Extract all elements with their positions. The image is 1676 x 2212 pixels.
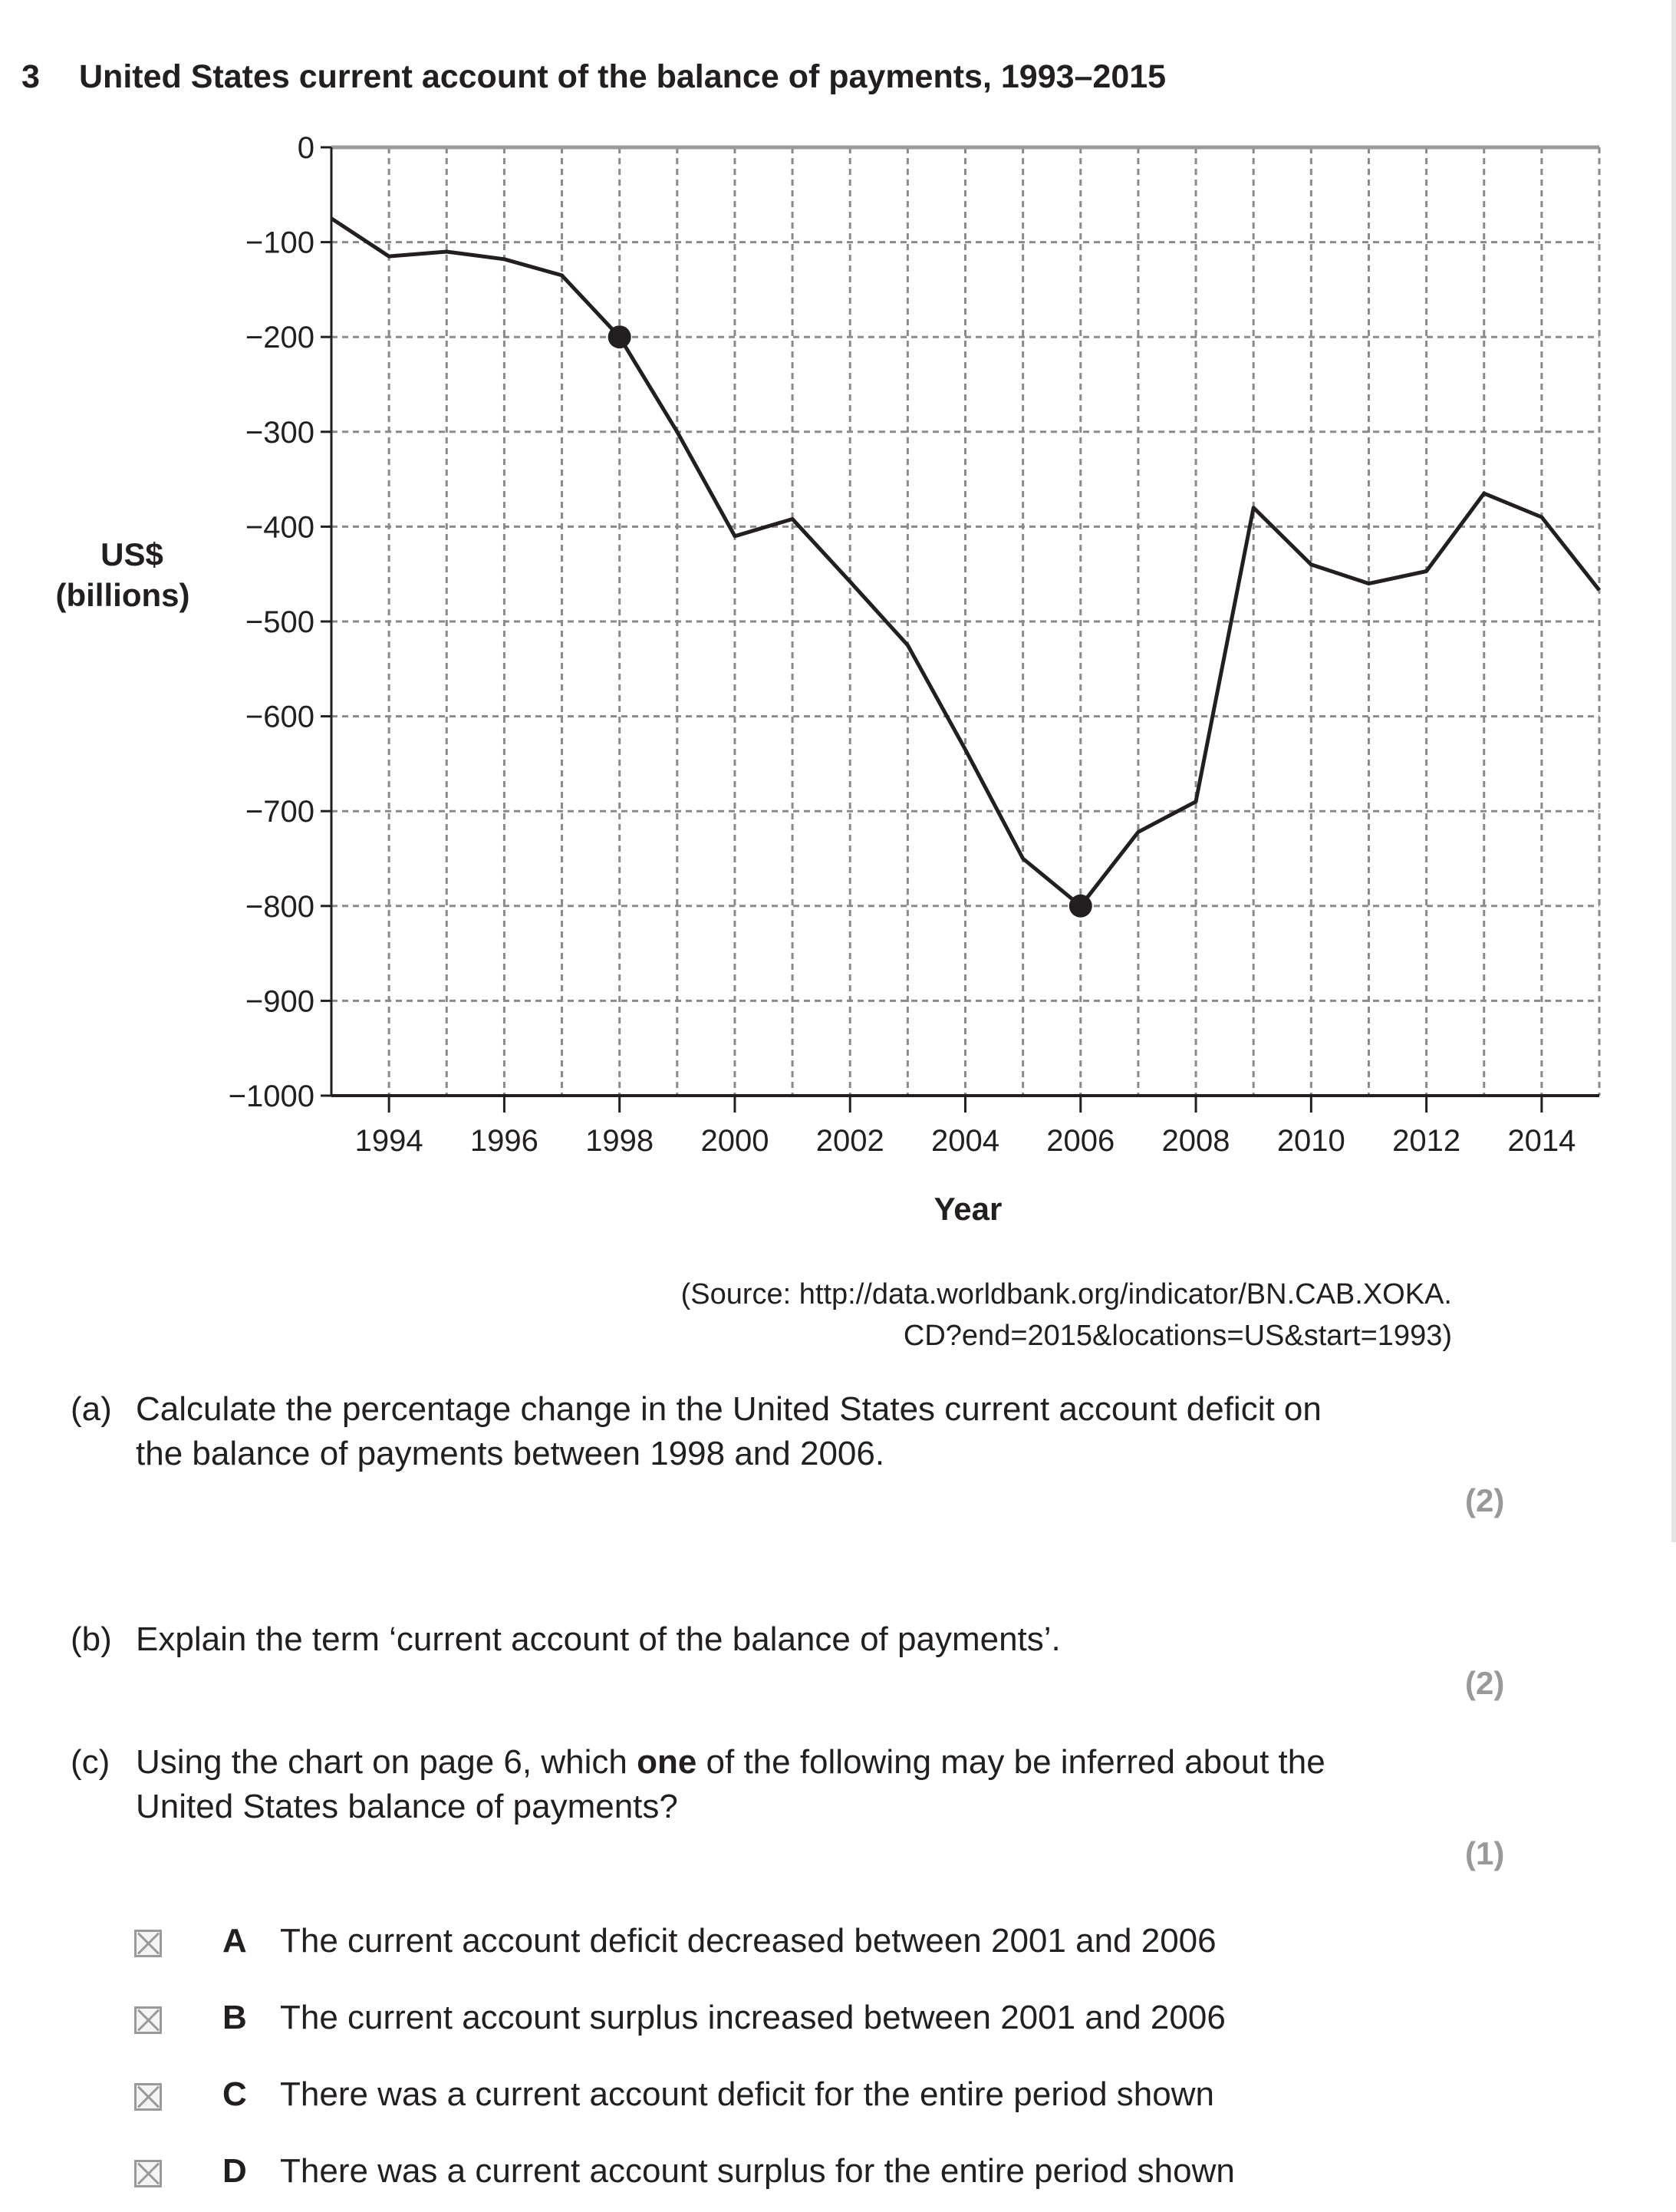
source-line-2: CD?end=2015&locations=US&start=1993) <box>903 1320 1452 1352</box>
part-c-label: (c) <box>71 1743 110 1781</box>
part-a-marks: (2) <box>1465 1482 1505 1518</box>
y-tick-label: −500 <box>245 605 314 639</box>
option-b-text: The current account surplus increased between 2001 and 2006 <box>280 1999 1226 2036</box>
y-tick-label: −800 <box>245 889 314 924</box>
part-b-marks: (2) <box>1465 1665 1505 1701</box>
part-c-line-1-pre: Using the chart on page 6, which <box>136 1743 637 1781</box>
option-d-text: There was a current account surplus for the entire period shown <box>280 2152 1235 2190</box>
option-c-text: There was a current account deficit for the entire period shown <box>280 2075 1214 2113</box>
y-tick-label: −600 <box>245 700 314 734</box>
y-tick-label: −200 <box>245 321 314 355</box>
y-axis-ticks <box>229 131 331 1113</box>
y-tick-label: 0 <box>297 131 314 165</box>
x-tick-label: 2012 <box>1392 1124 1461 1158</box>
option-c-letter: C <box>222 2075 247 2113</box>
part-b-label: (b) <box>71 1620 112 1658</box>
x-tick-label: 2008 <box>1161 1124 1230 1158</box>
option-b-checkbox[interactable] <box>134 2006 162 2034</box>
part-c-marks: (1) <box>1465 1835 1505 1871</box>
highlight-point-2006 <box>1069 895 1092 918</box>
y-axis-title-line2: (billions) <box>55 577 190 613</box>
x-tick-label: 2004 <box>931 1124 999 1158</box>
option-a-checkbox[interactable] <box>134 1930 162 1957</box>
y-tick-label: −1000 <box>228 1080 314 1113</box>
part-c-line-1 <box>136 1740 1532 1785</box>
part-a-line-2: the balance of payments between 1998 and 2006. <box>136 1435 885 1472</box>
part-c-line-1-post: of the following may be inferred about the <box>696 1743 1325 1781</box>
line-chart <box>0 115 1676 1266</box>
y-tick-label: −900 <box>245 984 314 1019</box>
y-tick-label: −100 <box>245 226 314 260</box>
option-b-letter: B <box>222 1999 247 2036</box>
x-tick-label: 1998 <box>585 1124 654 1158</box>
x-axis-ticks <box>355 1094 1576 1158</box>
source-line-1: (Source: http://data.worldbank.org/indicator/BN.CAB.XOKA. <box>680 1278 1452 1310</box>
option-a-letter: A <box>222 1922 247 1960</box>
x-tick-label: 2010 <box>1276 1124 1345 1158</box>
option-a-text: The current account deficit decreased between 2001 and 2006 <box>280 1922 1217 1960</box>
x-axis-title: Year <box>933 1191 1003 1227</box>
source-citation <box>658 1274 1452 1357</box>
part-c-line-2: United States balance of payments? <box>136 1788 678 1825</box>
y-tick-label: −400 <box>245 510 314 545</box>
option-c-checkbox[interactable] <box>134 2083 162 2111</box>
part-a-label: (a) <box>71 1390 112 1428</box>
part-a-line-1: Calculate the percentage change in the United States current account deficit on <box>136 1390 1322 1428</box>
option-d-letter: D <box>222 2152 247 2190</box>
chart-grid <box>331 147 1599 1096</box>
y-axis-title-line1: US$ <box>100 536 163 572</box>
question-title: United States current account of the balance of payments, 1993–2015 <box>79 58 1167 95</box>
x-tick-label: 2002 <box>815 1124 884 1158</box>
question-number: 3 <box>21 58 40 95</box>
option-d-checkbox[interactable] <box>134 2160 162 2187</box>
x-tick-label: 1996 <box>469 1124 538 1158</box>
x-tick-label: 2006 <box>1046 1124 1115 1158</box>
y-tick-label: −700 <box>245 795 314 829</box>
x-tick-label: 1994 <box>354 1124 423 1158</box>
part-c-emphasis: one <box>637 1743 697 1781</box>
y-tick-label: −300 <box>245 415 314 450</box>
part-b-line-1: Explain the term ‘current account of the balance of payments’. <box>136 1620 1061 1658</box>
x-tick-label: 2014 <box>1507 1124 1576 1158</box>
highlight-point-1998 <box>608 325 631 348</box>
x-tick-label: 2000 <box>700 1124 769 1158</box>
